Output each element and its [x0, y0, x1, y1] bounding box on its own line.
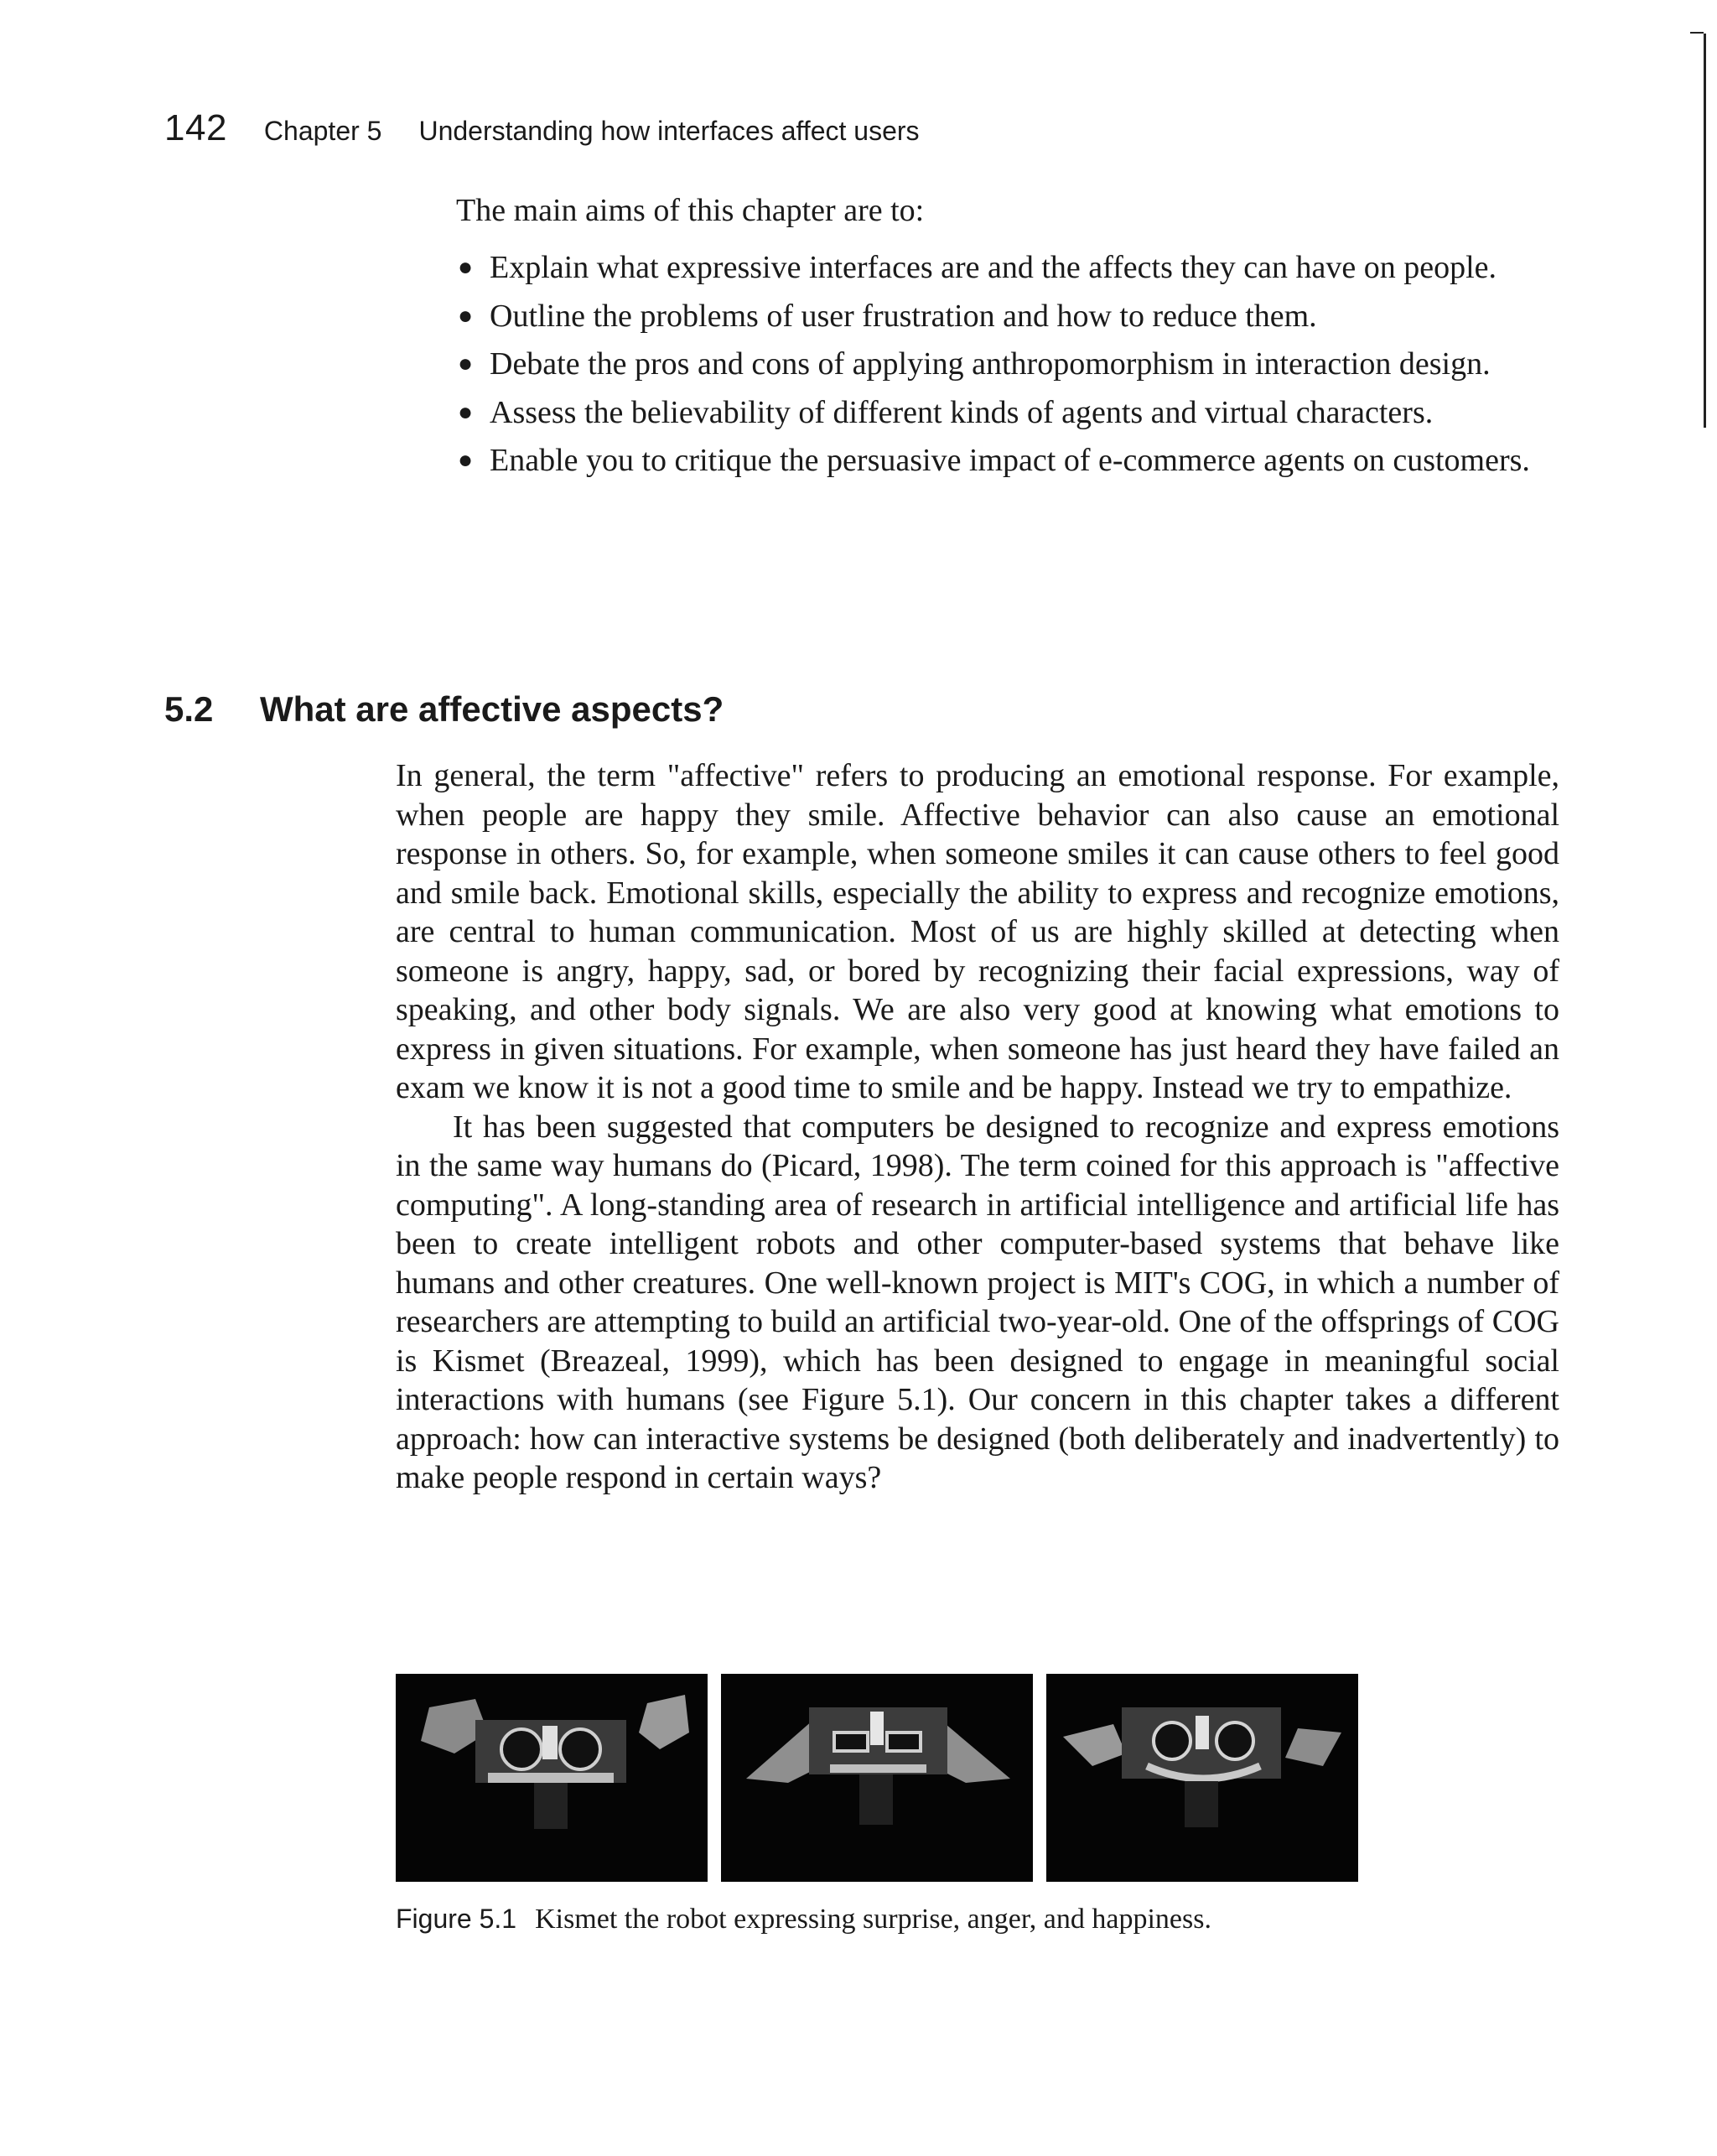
aim-item-text: Debate the pros and cons of applying anthropomorphism in interaction design. — [490, 346, 1491, 382]
chapter-label: Chapter 5 — [263, 116, 382, 146]
aim-item — [456, 441, 1559, 481]
bullet-icon: ● — [458, 301, 474, 330]
kismet-surprise-image — [396, 1674, 708, 1882]
kismet-anger-photo — [721, 1674, 1033, 1882]
aim-item-text: Outline the problems of user frustration and how to reduce them. — [490, 298, 1317, 334]
body-paragraph: It has been suggested that computers be designed to recognize and express emotions in the same way humans do (Picard, 1998). The term coined for this approach is "affective computing". A long-standing area of research in artificial intelligence and artificial life has been to create intelligent robots and other computer-based systems that behave like humans and other creatures. One well-known project is MIT's COG, in which a number of researchers are attempting to build an artificial two-year-old. One of the offsprings of COG is Kismet (Breazeal, 1999), which has been designed to engage in meaningful social interactions with humans (see Figure 5.1). Our concern in this chapter takes a different approach: how can interactive systems be designed (both deliberately and inadvertently) to make people respond in certain ways? — [396, 1109, 1559, 1495]
aim-item — [456, 248, 1559, 288]
aim-item-text: Assess the believability of different kinds of agents and virtual characters. — [490, 394, 1434, 430]
running-header — [164, 107, 920, 158]
kismet-surprise-photo — [396, 1674, 708, 1882]
aims-list — [456, 248, 1559, 490]
section-title: What are affective aspects? — [260, 689, 724, 729]
aim-item-text: Enable you to critique the persuasive impact of e-commerce agents on customers. — [490, 443, 1530, 478]
figure-caption — [396, 1904, 1385, 1935]
figure — [396, 1674, 1385, 1935]
section-body — [396, 756, 1559, 1498]
figure-caption-text: Kismet the robot expressing surprise, anger, and happiness. — [535, 1904, 1211, 1935]
kismet-anger-image — [721, 1674, 1033, 1882]
aim-item — [456, 393, 1559, 433]
figure-label: Figure 5.1 — [396, 1904, 517, 1934]
kismet-happiness-photo — [1046, 1674, 1358, 1882]
figure-panels — [396, 1674, 1385, 1882]
bullet-icon: ● — [458, 397, 474, 426]
aim-item — [456, 297, 1559, 336]
kismet-happiness-image — [1046, 1674, 1358, 1882]
section-heading — [164, 689, 724, 730]
aims-intro: The main aims of this chapter are to: — [456, 193, 925, 228]
body-paragraph: In general, the term "affective" refers to producing an emotional response. For example, when people are happy they smile. Affective behavior can also cause an emotional response in others. So, for example, when someone smiles it can cause others to feel good and smile back. Emotional skills, especially the ability to express and recognize emotions, are central to human communication. Most of us are highly skilled at detecting when someone is angry, happy, sad, or bored by recognizing their facial expressions, way of speaking, and other body signals. We are also very good at knowing what emotions to express in given situations. For example, when someone has just heard they have failed an exam we know it is not a good time to smile and be happy. Instead we try to empathize. — [396, 758, 1559, 1105]
section-number: 5.2 — [164, 689, 214, 729]
aim-item-text: Explain what expressive interfaces are and the affects they can have on people. — [490, 250, 1497, 285]
margin-rule — [1704, 34, 1706, 428]
bullet-icon: ● — [458, 253, 474, 281]
chapter-title: Understanding how interfaces affect users — [418, 116, 920, 146]
page-number: 142 — [164, 107, 227, 148]
aim-item — [456, 345, 1559, 384]
bullet-icon: ● — [458, 350, 474, 377]
bullet-icon: ● — [458, 446, 474, 474]
